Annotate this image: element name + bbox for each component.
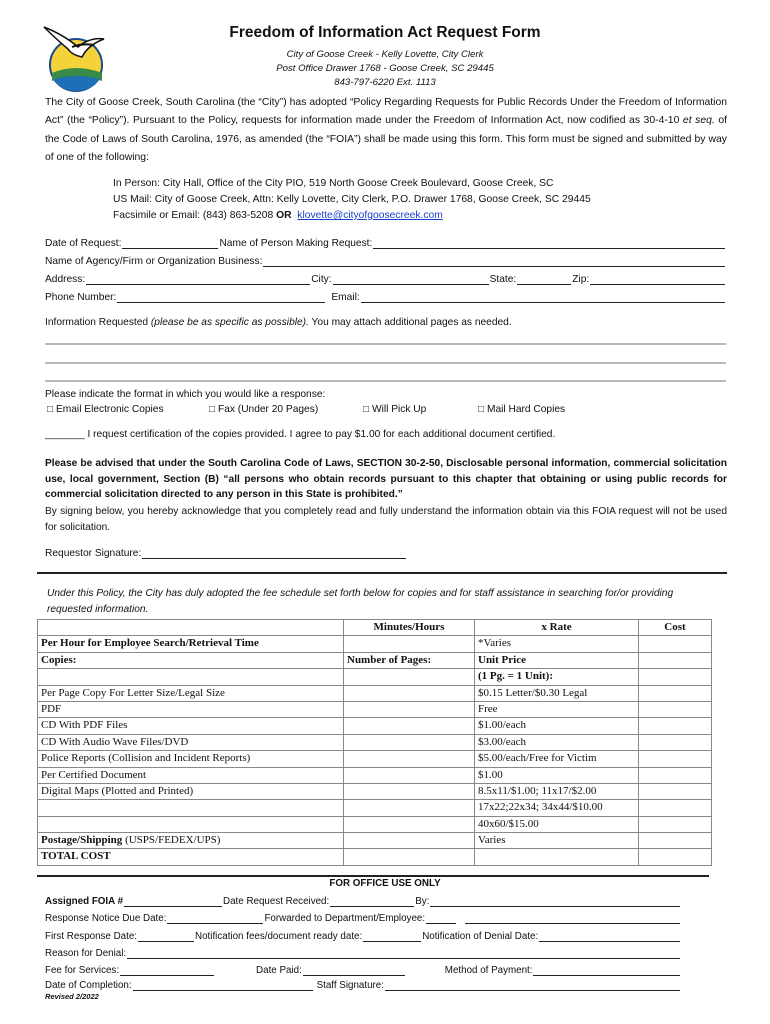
office-use-heading: FOR OFFICE USE ONLY (329, 878, 441, 889)
address-field[interactable] (86, 275, 310, 285)
date-of-request-label: Date of Request: (45, 238, 122, 249)
table-row (38, 701, 712, 717)
cost-input[interactable] (639, 783, 712, 799)
request-row-1 (45, 235, 726, 249)
certification-blank[interactable]: _______ (45, 429, 85, 440)
forwarded-field-2[interactable] (465, 914, 680, 924)
table-cell (344, 849, 475, 865)
table-cell: Varies (475, 833, 639, 849)
pages-input[interactable] (344, 734, 475, 750)
pick-up-checkbox[interactable]: □ Will Pick Up (363, 404, 427, 415)
zip-field[interactable] (590, 275, 725, 285)
table-cell (38, 800, 344, 816)
date-received-field[interactable] (330, 897, 414, 907)
first-response-field[interactable] (138, 932, 194, 942)
cost-input[interactable] (639, 636, 712, 652)
table-row (38, 849, 712, 865)
office-row-6 (45, 977, 681, 991)
table-cell: Digital Maps (Plotted and Printed) (38, 783, 344, 799)
pages-input[interactable] (344, 751, 475, 767)
zip-label: Zip: (572, 274, 590, 285)
cost-input[interactable] (639, 816, 712, 832)
cost-input[interactable] (639, 734, 712, 750)
header-address-line: Post Office Drawer 1768 - Goose Creek, SC 29445 (276, 63, 494, 74)
header-clerk-line: City of Goose Creek - Kelly Lovette, City Clerk (286, 49, 484, 60)
mail-hard-copies-checkbox[interactable]: □ Mail Hard Copies (478, 404, 566, 415)
table-row (38, 718, 712, 734)
cost-input[interactable] (639, 833, 712, 849)
notification-denial-label: Notification of Denial Date: (422, 931, 539, 942)
header-phone-line: 843-797-6220 Ext. 1113 (334, 77, 436, 88)
table-cell: Unit Price (475, 652, 639, 668)
certification-line: _______ I request certification of the copies provided. I agree to pay $1.00 for each additional document certified. (45, 429, 556, 440)
table-cell: PDF (38, 701, 344, 717)
table-cell: $0.15 Letter/$0.30 Legal (475, 685, 639, 701)
header-cell: Minutes/Hours (344, 620, 475, 636)
fax-email-line: Facsimile or Email: (843) 863-5208 OR klovette@cityofgoosecreek.com (113, 210, 443, 221)
date-of-request-field[interactable] (122, 239, 218, 249)
header-cell (38, 620, 344, 636)
notification-fees-field[interactable] (363, 932, 421, 942)
email-label: Email: (331, 292, 360, 303)
reason-denial-field[interactable] (127, 949, 680, 959)
cost-input[interactable] (639, 685, 712, 701)
pages-input[interactable] (344, 783, 475, 799)
table-row (38, 685, 712, 701)
table-row (38, 816, 712, 832)
cost-input[interactable] (639, 701, 712, 717)
table-cell (639, 669, 712, 685)
forwarded-label: Forwarded to Department/Employee: (264, 913, 426, 924)
city-label: City: (311, 274, 332, 285)
table-cell (38, 816, 344, 832)
assigned-foia-label: Assigned FOIA # (45, 896, 124, 907)
table-cell: $1.00/each (475, 718, 639, 734)
table-cell: Per Certified Document (38, 767, 344, 783)
fax-checkbox[interactable]: □ Fax (Under 20 Pages) (209, 404, 319, 415)
agency-field[interactable] (263, 257, 725, 267)
pages-input[interactable] (344, 800, 475, 816)
table-cell: CD With Audio Wave Files/DVD (38, 734, 344, 750)
address-label: Address: (45, 274, 86, 285)
revision-date: Revised 2/2022 (45, 992, 99, 1001)
reason-denial-label: Reason for Denial: (45, 948, 127, 959)
state-label: State: (489, 274, 517, 285)
staff-signature-label: Staff Signature: (316, 980, 384, 991)
email-field[interactable] (361, 293, 725, 303)
date-completion-field[interactable] (133, 981, 313, 991)
fee-schedule-table (37, 619, 712, 866)
request-row-3 (45, 271, 726, 285)
date-paid-label: Date Paid: (256, 965, 302, 976)
table-cell: Number of Pages: (344, 652, 475, 668)
section-divider (37, 572, 727, 574)
table-header-row (38, 620, 712, 636)
phone-field[interactable] (117, 293, 325, 303)
signature-label: Requestor Signature: (45, 548, 142, 559)
office-row-3 (45, 928, 681, 942)
pages-input[interactable] (344, 767, 475, 783)
notification-denial-field[interactable] (539, 932, 680, 942)
fee-services-label: Fee for Services: (45, 965, 120, 976)
pages-input[interactable] (344, 718, 475, 734)
agency-label: Name of Agency/Firm or Organization Business: (45, 256, 263, 267)
email-copies-checkbox[interactable]: □ Email Electronic Copies (47, 404, 164, 415)
date-received-label: Date Request Received: (223, 896, 330, 907)
table-row (38, 800, 712, 816)
office-row-4 (45, 945, 681, 959)
info-line-2[interactable] (45, 362, 726, 364)
table-cell: Per Page Copy For Letter Size/Legal Size (38, 685, 344, 701)
table-cell: Police Reports (Collision and Incident Reports) (38, 751, 344, 767)
table-row (38, 767, 712, 783)
header-cell: Cost (639, 620, 712, 636)
response-due-label: Response Notice Due Date: (45, 913, 167, 924)
info-line-3[interactable] (45, 380, 726, 382)
cost-input[interactable] (639, 767, 712, 783)
response-due-field[interactable] (167, 914, 263, 924)
table-cell: CD With PDF Files (38, 718, 344, 734)
table-row (38, 783, 712, 799)
table-cell: 17x22;22x34; 34x44/$10.00 (475, 800, 639, 816)
table-cell: $3.00/each (475, 734, 639, 750)
table-row (38, 669, 712, 685)
notification-fees-label: Notification fees/document ready date: (195, 931, 363, 942)
table-cell: *Varies (475, 636, 639, 652)
fee-policy-text: Under this Policy, the City has duly adopted the fee schedule set forth below for copies and for staff assistance in searching for/or providing requested information. (47, 588, 674, 615)
method-payment-field[interactable] (533, 966, 680, 976)
pages-input[interactable] (344, 701, 475, 717)
table-row (38, 652, 712, 668)
state-field[interactable] (517, 275, 571, 285)
info-requested-label: Information Requested (please be as specific as possible). You may attach additional pages as needed. (45, 317, 512, 328)
intro-paragraph: The City of Goose Creek, South Carolina (the “City”) has adopted “Policy Regarding Requests for Public Records Under the Freedom of Information Act” (the “Policy”). Pursuant to the Policy, requests for information made under the Freedom of Information Act, now codified as 30-4-10 et seq. of the Code of Laws of South Carolina, 1976, as amended (the “FOIA”) shall be made using this form. This form must be signed and submitted by way of one of the following: (45, 97, 727, 163)
table-cell: 8.5x11/$1.00; 11x17/$2.00 (475, 783, 639, 799)
clerk-email-link[interactable]: klovette@cityofgoosecreek.com (297, 210, 443, 221)
office-row-2 (45, 910, 681, 924)
pages-input[interactable] (344, 816, 475, 832)
cost-input[interactable] (639, 751, 712, 767)
office-divider (37, 875, 709, 877)
signature-row (45, 545, 407, 559)
office-row-5 (45, 962, 681, 976)
table-row (38, 833, 712, 849)
table-cell: Copies: (38, 652, 344, 668)
by-label: By: (415, 896, 430, 907)
info-line-1[interactable] (45, 343, 726, 345)
table-cell: 40x60/$15.00 (475, 816, 639, 832)
table-row (38, 636, 712, 652)
in-person-address: In Person: City Hall, Office of the City PIO, 519 North Goose Creek Boulevard, Goose Creek, SC (113, 178, 554, 189)
format-prompt: Please indicate the format in which you would like a response: (45, 389, 326, 400)
signature-field[interactable] (142, 549, 406, 559)
minutes-input[interactable] (344, 636, 475, 652)
requester-name-label: Name of Person Making Request: (219, 238, 373, 249)
method-payment-label: Method of Payment: (444, 965, 533, 976)
by-field[interactable] (430, 897, 680, 907)
fee-services-field[interactable] (120, 966, 214, 976)
acknowledgement-text: By signing below, you hereby acknowledge that you completely read and fully understand the information obtain via this FOIA request will not be used for solicitation. (45, 506, 727, 533)
cost-input[interactable] (639, 718, 712, 734)
first-response-label: First Response Date: (45, 931, 138, 942)
cost-input[interactable] (639, 800, 712, 816)
cost-input[interactable] (639, 652, 712, 668)
forwarded-field[interactable] (426, 914, 456, 924)
office-row-1 (45, 893, 681, 907)
table-cell (344, 669, 475, 685)
city-field[interactable] (333, 275, 489, 285)
table-cell: Free (475, 701, 639, 717)
total-cost-input[interactable] (639, 849, 712, 865)
table-cell: Postage/Shipping (USPS/FEDEX/UPS) (38, 833, 344, 849)
table-cell (475, 849, 639, 865)
date-completion-label: Date of Completion: (45, 980, 132, 991)
date-paid-field[interactable] (303, 966, 405, 976)
us-mail-address: US Mail: City of Goose Creek, Attn: Kelly Lovette, City Clerk, P.O. Drawer 1768, Goose Creek, SC 29445 (113, 194, 591, 205)
table-cell: $5.00/each/Free for Victim (475, 751, 639, 767)
request-row-4 (45, 289, 726, 303)
table-cell: (1 Pg. = 1 Unit): (475, 669, 639, 685)
solicitation-notice: Please be advised that under the South Carolina Code of Laws, SECTION 30-2-50, Disclosable personal information, commercial solicitation use, local government, Section (B) “all persons who obtain records pursuant to this chapter that obtaining or using public records for commercial solicitation directed to any person in this State is prohibited.” (45, 458, 727, 500)
table-cell: $1.00 (475, 767, 639, 783)
table-cell: TOTAL COST (38, 849, 344, 865)
table-row (38, 751, 712, 767)
form-title: Freedom of Information Act Request Form (229, 24, 541, 41)
assigned-foia-field[interactable] (124, 897, 222, 907)
requester-name-field[interactable] (373, 239, 725, 249)
table-row (38, 734, 712, 750)
pages-input[interactable] (344, 833, 475, 849)
table-cell: Per Hour for Employee Search/Retrieval Time (38, 636, 344, 652)
staff-signature-field[interactable] (385, 981, 680, 991)
request-row-2 (45, 253, 726, 267)
table-cell (38, 669, 344, 685)
pages-input[interactable] (344, 685, 475, 701)
phone-label: Phone Number: (45, 292, 117, 303)
header-cell: x Rate (475, 620, 639, 636)
